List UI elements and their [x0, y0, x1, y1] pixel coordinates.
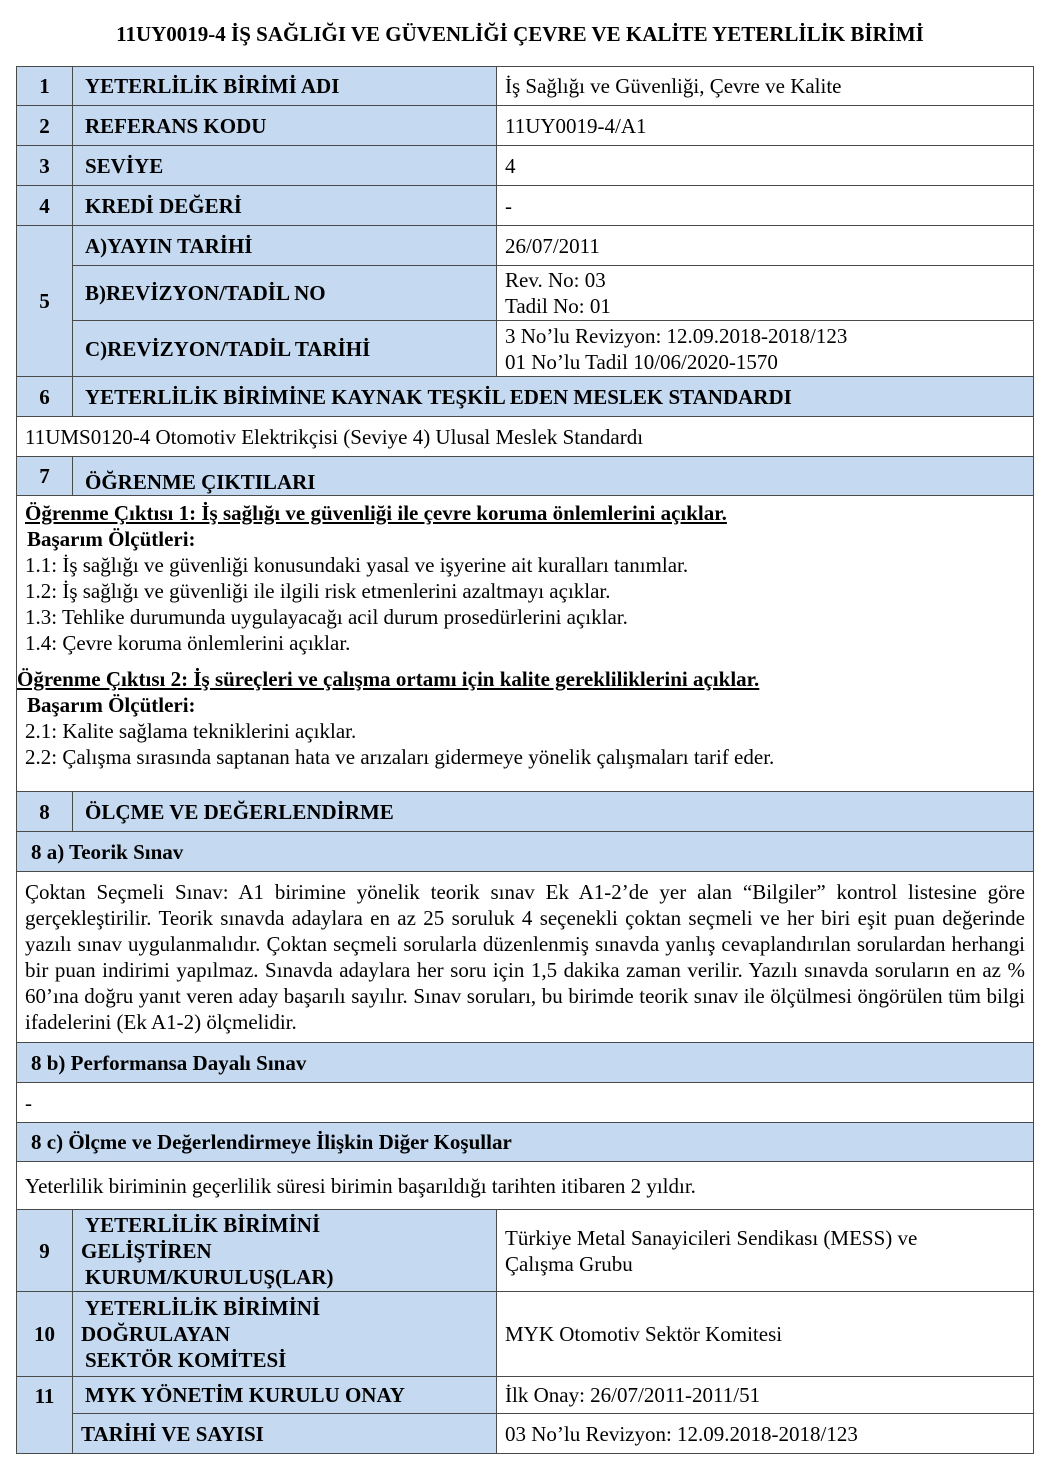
developer-value	[497, 1210, 1034, 1292]
row-number: 3	[17, 146, 73, 186]
performance-exam-text: -	[17, 1083, 1034, 1123]
row-9	[17, 1210, 1034, 1292]
publish-date-value: 26/07/2011	[497, 226, 1034, 266]
row-number: 2	[17, 106, 73, 146]
qualification-unit-table	[16, 66, 1034, 1454]
row-7-content	[17, 496, 1034, 792]
revision-date-label: C)REVİZYON/TADİL TARİHİ	[73, 321, 497, 377]
row-number: 1	[17, 67, 73, 106]
validator-value: MYK Otomotiv Sektör Komitesi	[497, 1292, 1034, 1377]
reference-code-value: 11UY0019-4/A1	[497, 106, 1034, 146]
row-number: 7	[17, 457, 73, 496]
performance-exam-label: 8 b) Performansa Dayalı Sınav	[17, 1043, 1034, 1083]
row-number: 4	[17, 186, 73, 226]
revision-number: Rev. No: 03	[505, 268, 606, 292]
validator-label-line: DOĞRULAYAN	[81, 1322, 230, 1346]
level-value: 4	[497, 146, 1034, 186]
row-number: 9	[17, 1210, 73, 1292]
learning-outcome-1-title: Öğrenme Çıktısı 1: İş sağlığı ve güvenliği ile çevre koruma önlemlerini açıklar.	[25, 501, 727, 525]
board-approval-date-label: TARİHİ VE SAYISI	[73, 1414, 497, 1454]
board-approval-revision-value: 03 No’lu Revizyon: 12.09.2018-2018/123	[497, 1414, 1034, 1454]
reference-code-label: REFERANS KODU	[73, 106, 497, 146]
other-conditions-text: Yeterlilik biriminin geçerlilik süresi birimin başarıldığı tarihten itibaren 2 yıldır.	[17, 1162, 1034, 1210]
theory-exam-label: 8 a) Teorik Sınav	[17, 832, 1034, 872]
row-5c	[17, 321, 1034, 377]
source-standard-value: 11UMS0120-4 Otomotiv Elektrikçisi (Seviye 4) Ulusal Meslek Standardı	[17, 417, 1034, 457]
unit-name-label: YETERLİLİK BİRİMİ ADI	[73, 67, 497, 106]
row-1	[17, 67, 1034, 106]
learning-outcomes-label: ÖĞRENME ÇIKTILARI	[73, 457, 1034, 496]
row-4	[17, 186, 1034, 226]
row-number: 11	[17, 1377, 73, 1454]
row-number: 6	[17, 377, 73, 417]
developer-label-line: GELİŞTİREN	[81, 1238, 212, 1263]
row-number: 8	[17, 792, 73, 832]
row-7	[17, 457, 1034, 496]
validator-label-line: YETERLİLİK BİRİMİNİ	[85, 1296, 321, 1320]
unit-name-value: İş Sağlığı ve Güvenliği, Çevre ve Kalite	[497, 67, 1034, 106]
row-5a	[17, 226, 1034, 266]
amendment-date: 01 No’lu Tadil 10/06/2020-1570	[505, 349, 778, 374]
developer-label	[73, 1210, 497, 1292]
row-8a	[17, 832, 1034, 872]
validator-label-line: SEKTÖR KOMİTESİ	[85, 1348, 287, 1372]
row-6	[17, 377, 1034, 417]
developer-label-line: KURUM/KURULUŞ(LAR)	[85, 1264, 334, 1289]
row-11b	[17, 1414, 1034, 1454]
row-11	[17, 1377, 1034, 1414]
criterion-item: 1.2: İş sağlığı ve güvenliği ile ilgili risk etmenlerini azaltmayı açıklar.	[25, 579, 611, 603]
amendment-number: Tadil No: 01	[505, 294, 611, 318]
row-10	[17, 1292, 1034, 1377]
level-label: SEVİYE	[73, 146, 497, 186]
criterion-item: 1.4: Çevre koruma önlemlerini açıklar.	[25, 631, 351, 655]
performance-criteria-heading: Başarım Ölçütleri:	[27, 527, 196, 551]
criterion-item: 2.1: Kalite sağlama tekniklerini açıklar.	[25, 719, 357, 743]
learning-outcome-2-title: Öğrenme Çıktısı 2: İş süreçleri ve çalışma ortamı için kalite gerekliliklerini açıklar.	[17, 667, 760, 691]
row-8a-content	[17, 872, 1034, 1043]
board-approval-value: İlk Onay: 26/07/2011-2011/51	[497, 1377, 1034, 1414]
criterion-item: 1.3: Tehlike durumunda uygulayacağı acil durum prosedürlerini açıklar.	[25, 605, 628, 629]
revision-date-value	[497, 321, 1034, 377]
row-8	[17, 792, 1034, 832]
credit-value: -	[497, 186, 1034, 226]
row-8b	[17, 1043, 1034, 1083]
document-title: 11UY0019-4 İŞ SAĞLIĞI VE GÜVENLİĞİ ÇEVRE VE KALİTE YETERLİLİK BİRİMİ	[116, 22, 924, 46]
source-standard-label: YETERLİLİK BİRİMİNE KAYNAK TEŞKİL EDEN MESLEK STANDARDI	[73, 377, 1034, 417]
revision-no-label: B)REVİZYON/TADİL NO	[73, 266, 497, 321]
developer-value-line: Türkiye Metal Sanayicileri Sendikası (MESS) ve	[505, 1225, 918, 1250]
row-6-value	[17, 417, 1034, 457]
row-8b-content	[17, 1083, 1034, 1123]
row-number: 10	[17, 1292, 73, 1377]
developer-value-line: Çalışma Grubu	[505, 1251, 633, 1276]
row-number: 5	[17, 226, 73, 377]
learning-outcomes-content	[17, 496, 1034, 792]
row-8c	[17, 1123, 1034, 1162]
row-8c-content	[17, 1162, 1034, 1210]
revision-date: 3 No’lu Revizyon: 12.09.2018-2018/123	[505, 323, 848, 348]
other-conditions-label: 8 c) Ölçme ve Değerlendirmeye İlişkin Diğer Koşullar	[17, 1123, 1034, 1162]
developer-label-line: YETERLİLİK BİRİMİNİ	[85, 1212, 321, 1237]
row-5b	[17, 266, 1034, 321]
assessment-label: ÖLÇME VE DEĞERLENDİRME	[73, 792, 1034, 832]
board-approval-label: MYK YÖNETİM KURULU ONAY	[73, 1377, 497, 1414]
validator-label	[73, 1292, 497, 1377]
theory-exam-text: Çoktan Seçmeli Sınav: A1 birimine yönelik teorik sınav Ek A1-2’de yer alan “Bilgiler” kontrol listesine göre gerçekleştirilir. Teorik sınavda adaylara en az 25 soruluk 4 seçenekli çoktan seçmeli ve her biri eşit puan değerinde yazılı sınav uygulanmalıdır. Çoktan seçmeli sorularla düzenlenmiş sınavda yanlış cevaplandırılan sorulardan herhangi bir puan indirimi yapılmaz. Sınavda adaylara her soru için 1,5 dakika zaman verilir. Yazılı sınavda soruların en az % 60’ına doğru yanıt veren aday başarılı sayılır. Sınav soruları, bu birimde teorik sınav ile ölçülmesi öngörülen tüm bilgi ifadelerini (Ek A1-2) ölçmelidir.	[17, 872, 1034, 1043]
credit-label: KREDİ DEĞERİ	[73, 186, 497, 226]
performance-criteria-heading: Başarım Ölçütleri:	[27, 693, 196, 717]
row-2	[17, 106, 1034, 146]
criterion-item: 2.2: Çalışma sırasında saptanan hata ve arızaları gidermeye yönelik çalışmaları tarif eder.	[25, 745, 775, 769]
row-3	[17, 146, 1034, 186]
criterion-item: 1.1: İş sağlığı ve güvenliği konusundaki yasal ve işyerine ait kuralları tanımlar.	[25, 553, 689, 577]
revision-no-value	[497, 266, 1034, 321]
publish-date-label: A)YAYIN TARİHİ	[73, 226, 497, 266]
